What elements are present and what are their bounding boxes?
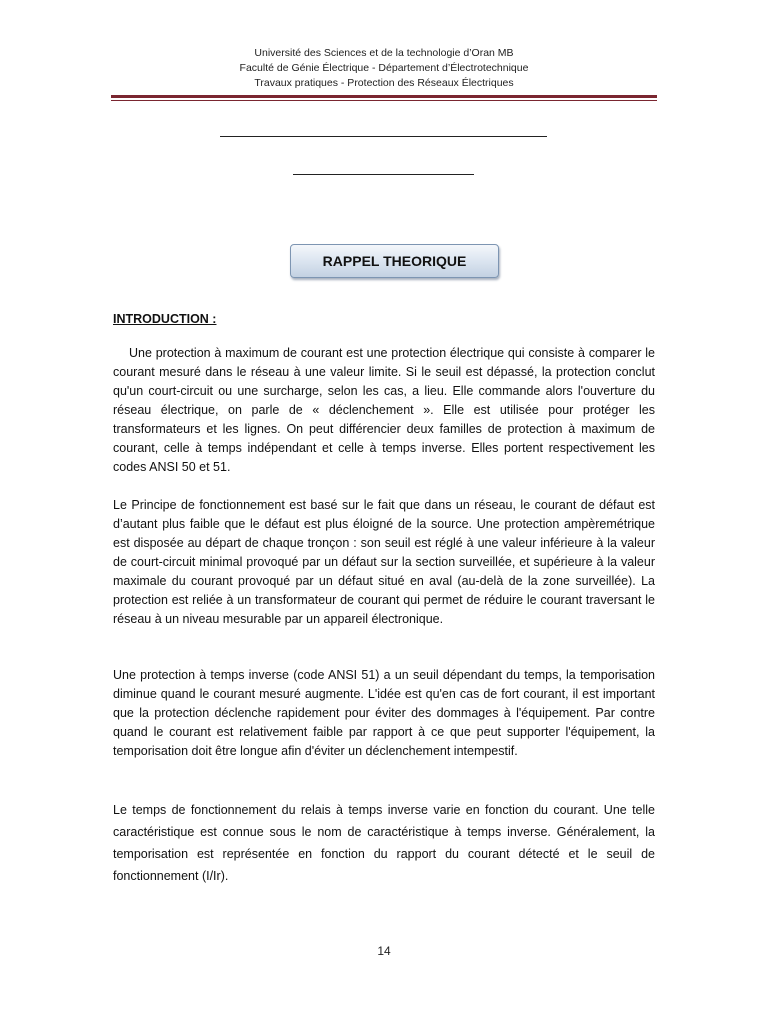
paragraph-intro: Une protection à maximum de courant est une protection électrique qui consiste à comparer le courant mesuré dans le réseau à une valeur limite. Si le seuil est dépassé, la protection conclut qu'un court-circuit ou une surcharge, selon les cas, a lieu. Elle commande alors l'ouverture du réseau électrique, on parle de « déclenchement ». Elle est utilisée pour protéger les transformateurs et les lignes. On peut différencier deux familles de protection à maximum de courant, celle à temps indépendant et celle à temps inverse. Elles portent respectivement les codes ANSI 50 et 51.: [113, 346, 655, 474]
paragraph-inverse-time: Une protection à temps inverse (code ANSI 51) a un seuil dépendant du temps, la temporisation diminue quand le courant mesuré augmente. L'idée est qu'en cas de fort courant, il est important que la protection déclenche rapidement pour éviter des dommages à l'équipement. Par contre quand le courant est relativement faible par rapport à ce que peut supporter l'équipement, la temporisation doit être longue afin d'éviter un déclenchement intempestif.: [113, 668, 655, 758]
header-course: Travaux pratiques - Protection des Réseaux Électriques: [254, 77, 514, 89]
page-number: 14: [377, 944, 391, 958]
title-blank-line: [220, 136, 547, 137]
header-rule-thin: [111, 100, 657, 101]
header-faculty: Faculté de Génie Électrique - Département d’Électrotechnique: [239, 62, 529, 74]
paragraph-principle: Le Principe de fonctionnement est basé sur le fait que dans un réseau, le courant de défaut est d’autant plus faible que le défaut est plus éloigné de la source. Une protection ampèremétrique est disposée au départ de chaque tronçon : son seuil est réglé à une valeur inférieure à la valeur de court-circuit minimal provoqué par un défaut sur la section surveillée, et supérieure à la valeur maximale du courant provoqué par un défaut situé en aval (au-delà de la zone surveillée). La protection est reliée à un transformateur de courant qui permet de réduire le courant traversant le réseau à un niveau mesurable par un appareil électronique.: [113, 498, 655, 626]
subtitle-blank-line: [293, 174, 474, 175]
header-university: Université des Sciences et de la technologie d’Oran MB: [254, 47, 514, 59]
header-rule-thick: [111, 95, 657, 98]
paragraph-characteristic: Le temps de fonctionnement du relais à temps inverse varie en fonction du courant. Une telle caractéristique est connue sous le nom de caractéristique à temps inverse. Généralement, la temporisation est représentée en fonction du rapport du courant détecté et le seuil de fonctionnement (I/Ir).: [113, 803, 655, 883]
introduction-heading: INTRODUCTION :: [113, 312, 217, 326]
section-title: RAPPEL THEORIQUE: [322, 253, 467, 269]
section-title-box: [290, 244, 499, 278]
page-header: [0, 46, 768, 91]
